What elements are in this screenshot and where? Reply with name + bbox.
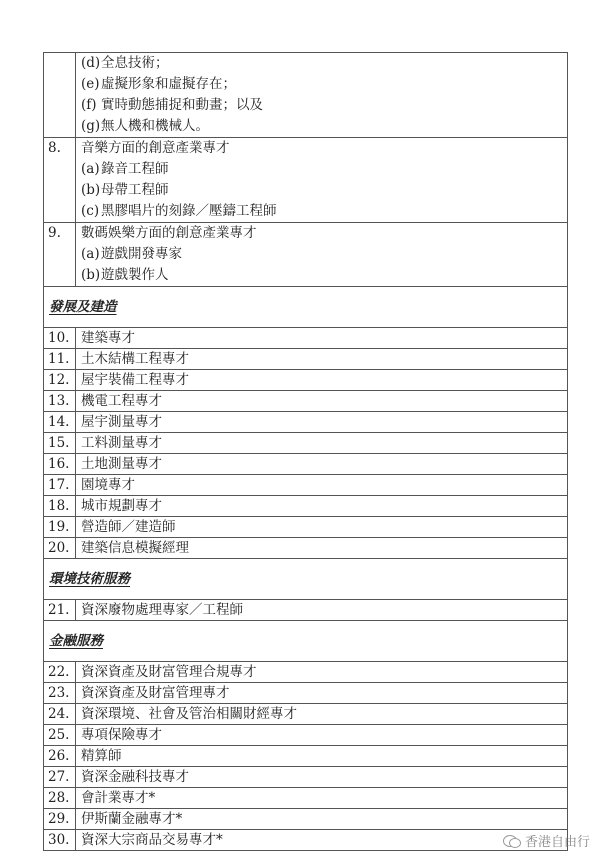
row-number: 26.: [44, 746, 76, 767]
row-number: 25.: [44, 725, 76, 746]
row-text: 園境專才: [76, 475, 568, 496]
table-row: [44, 538, 568, 559]
table-row: [44, 328, 568, 349]
row-text: 建築專才: [76, 328, 568, 349]
table-row: [44, 349, 568, 370]
row-number: 20.: [44, 538, 76, 559]
sub-item-marker: (a): [81, 246, 100, 262]
row-number: 30.: [44, 830, 76, 851]
row-number: 13.: [44, 391, 76, 412]
row-text: 資深環境、社會及管治相關財經專才: [76, 704, 568, 725]
row-number: 11.: [44, 349, 76, 370]
table-row: [44, 600, 568, 621]
row-number: 23.: [44, 683, 76, 704]
category-heading: 發展及建造: [44, 287, 568, 328]
table-row: [44, 496, 568, 517]
row-number: 29.: [44, 809, 76, 830]
talent-list-table: [43, 52, 568, 851]
table-row: [44, 517, 568, 538]
table-row: [44, 370, 568, 391]
table-row: [44, 433, 568, 454]
row-text: 土地測量專才: [76, 454, 568, 475]
row-text: 精算師: [76, 746, 568, 767]
watermark: [503, 831, 590, 850]
row-number: 17.: [44, 475, 76, 496]
row-number: 14.: [44, 412, 76, 433]
table-row: [44, 138, 568, 223]
sub-item-marker: (g): [81, 118, 101, 134]
row-number: 18.: [44, 496, 76, 517]
sub-item-text: 實時動態捕捉和動畫；以及: [101, 97, 263, 113]
row-text: 城市規劃專才: [76, 496, 568, 517]
table-row: [44, 704, 568, 725]
sub-item-marker: (b): [81, 267, 101, 283]
sub-item-marker: (d): [81, 55, 101, 71]
row-content: [76, 223, 568, 287]
table-row: [44, 223, 568, 287]
table-row: [44, 725, 568, 746]
category-heading: 環境技術服務: [44, 559, 568, 600]
row-text: 資深廢物處理專家／工程師: [76, 600, 568, 621]
sub-item-marker: (b): [81, 182, 101, 198]
sub-item-text: 母帶工程師: [101, 182, 169, 198]
row-number: 27.: [44, 767, 76, 788]
sub-item: [81, 180, 567, 201]
row-number: 9.: [44, 223, 76, 287]
table-row: [44, 809, 568, 830]
row-number: 16.: [44, 454, 76, 475]
row-text: 工料測量專才: [76, 433, 568, 454]
watermark-text: 香港自由行: [524, 835, 590, 850]
sub-item: [81, 265, 567, 286]
row-number: 28.: [44, 788, 76, 809]
row-text: 資深資產及財富管理專才: [76, 683, 568, 704]
table-row: [44, 391, 568, 412]
row-number: 24.: [44, 704, 76, 725]
row-number: 8.: [44, 138, 76, 223]
row-text: 營造師／建造師: [76, 517, 568, 538]
sub-item-text: 虛擬形象和虛擬存在；: [101, 76, 236, 92]
row-number: [44, 53, 76, 138]
row-text: 會計業專才*: [76, 788, 568, 809]
row-text: 專項保險專才: [76, 725, 568, 746]
table-row: [44, 475, 568, 496]
category-heading-row: [44, 559, 568, 600]
row-number: 19.: [44, 517, 76, 538]
row-text: 資深資產及財富管理合規專才: [76, 662, 568, 683]
row-number: 21.: [44, 600, 76, 621]
sub-item-marker: (e): [81, 76, 100, 92]
row-text: 機電工程專才: [76, 391, 568, 412]
table-row: [44, 746, 568, 767]
table-row: [44, 412, 568, 433]
category-heading-row: [44, 621, 568, 662]
table-row: [44, 683, 568, 704]
table-row: [44, 830, 568, 851]
category-heading: 金融服務: [44, 621, 568, 662]
wechat-icon: [503, 834, 521, 848]
table-row: [44, 454, 568, 475]
sub-item-text: 錄音工程師: [101, 161, 169, 177]
row-number: 15.: [44, 433, 76, 454]
sub-item-marker: (f): [81, 97, 97, 113]
sub-item-marker: (a): [81, 161, 100, 177]
sub-item-marker: (c): [81, 203, 100, 219]
sub-item: [81, 244, 567, 265]
table-row: [44, 767, 568, 788]
category-heading-row: [44, 287, 568, 328]
continuation-row: [44, 53, 568, 138]
row-number: 12.: [44, 370, 76, 391]
sub-item: [81, 116, 567, 137]
sub-item: [81, 159, 567, 180]
row-text: 建築信息模擬經理: [76, 538, 568, 559]
table-row: [44, 788, 568, 809]
table-row: [44, 662, 568, 683]
row-text: 屋宇測量專才: [76, 412, 568, 433]
sub-item-text: 無人機和機械人。: [101, 118, 209, 134]
sub-item-text: 全息技術；: [101, 55, 169, 71]
row-content: [76, 138, 568, 223]
row-number: 22.: [44, 662, 76, 683]
row-text: 伊斯蘭金融專才*: [76, 809, 568, 830]
row-number: 10.: [44, 328, 76, 349]
row-content: [76, 53, 568, 138]
sub-item-text: 遊戲開發專家: [101, 246, 182, 262]
row-title: 音樂方面的創意產業專才: [81, 140, 230, 156]
sub-item-text: 黑膠唱片的刻錄／壓鑄工程師: [101, 203, 277, 219]
row-text: 資深大宗商品交易專才*: [76, 830, 568, 851]
sub-item: [81, 95, 567, 116]
row-text: 資深金融科技專才: [76, 767, 568, 788]
sub-item: [81, 53, 567, 74]
row-text: 屋宇裝備工程專才: [76, 370, 568, 391]
row-text: 土木結構工程專才: [76, 349, 568, 370]
sub-item-text: 遊戲製作人: [101, 267, 169, 283]
row-title: 數碼娛樂方面的創意產業專才: [81, 225, 257, 241]
sub-item: [81, 201, 567, 222]
sub-item: [81, 74, 567, 95]
